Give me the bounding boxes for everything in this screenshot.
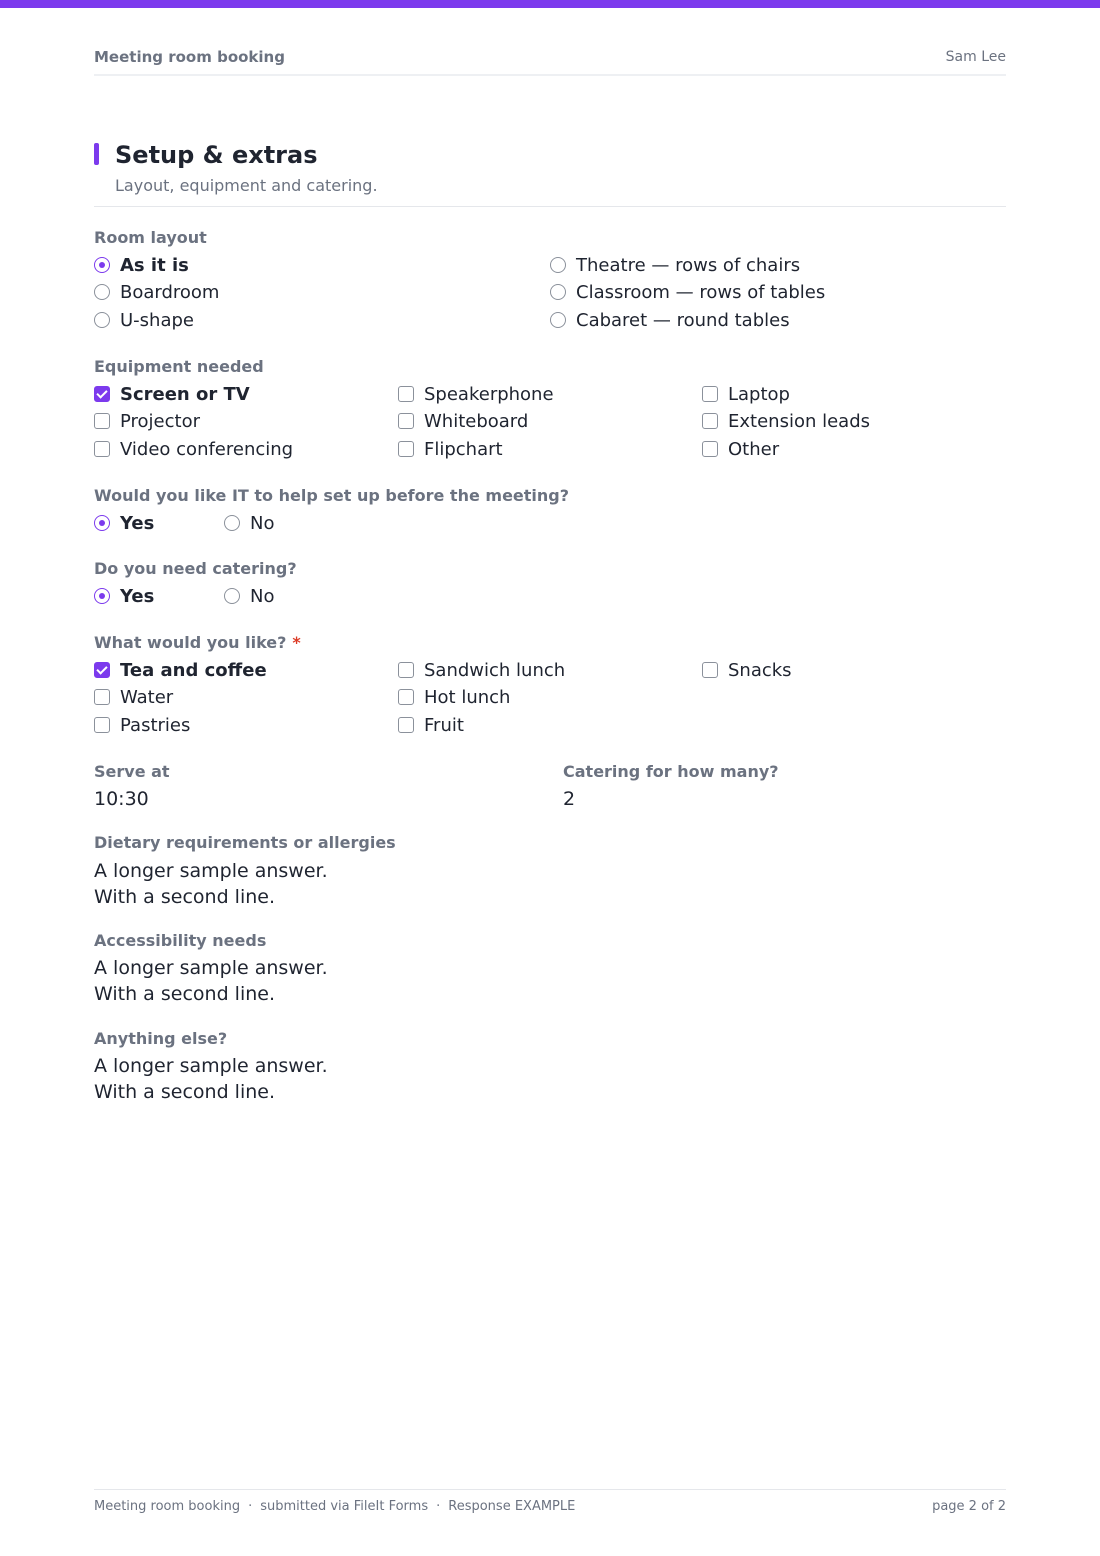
- dietary-label: Dietary requirements or allergies: [94, 833, 396, 852]
- equipment-option-flipchart[interactable]: Flipchart: [398, 437, 503, 461]
- equipment-option-speakerphone[interactable]: Speakerphone: [398, 382, 554, 406]
- radio-selected-icon: [94, 257, 110, 273]
- radio-icon: [550, 284, 566, 300]
- section-title: Setup & extras: [115, 141, 318, 169]
- accessibility-answer-line-1: A longer sample answer.: [94, 957, 328, 979]
- footer-separator: ·: [248, 1499, 253, 1514]
- footer-info: [94, 1499, 575, 1514]
- dietary-answer-line-2: With a second line.: [94, 886, 275, 908]
- checkbox-icon: [702, 441, 718, 457]
- catering-option-no[interactable]: No: [224, 584, 274, 608]
- room-layout-label: Room layout: [94, 228, 207, 247]
- catering-option-tea-and-coffee[interactable]: Tea and coffee: [94, 658, 267, 682]
- serve-at-label: Serve at: [94, 762, 170, 781]
- it-setup-label: Would you like IT to help set up before the meeting?: [94, 486, 570, 505]
- checkbox-icon: [398, 717, 414, 733]
- accessibility-answer-line-2: With a second line.: [94, 983, 275, 1005]
- anything-else-label: Anything else?: [94, 1029, 228, 1048]
- it-setup-option-no[interactable]: No: [224, 511, 274, 535]
- section-accent-marker: [94, 143, 99, 165]
- catering-option-sandwich-lunch[interactable]: Sandwich lunch: [398, 658, 565, 682]
- section-header: [94, 140, 1006, 207]
- catering-option-yes[interactable]: Yes: [94, 584, 154, 608]
- equipment-option-screen-or-tv[interactable]: Screen or TV: [94, 382, 250, 406]
- checkbox-icon: [94, 441, 110, 457]
- form-title: Meeting room booking: [94, 48, 285, 66]
- checkbox-icon: [94, 689, 110, 705]
- checkbox-icon: [702, 386, 718, 402]
- footer-separator: ·: [436, 1499, 441, 1514]
- catering-option-water[interactable]: Water: [94, 685, 173, 709]
- room-layout-option-cabaret[interactable]: Cabaret — round tables: [550, 308, 790, 332]
- top-accent-bar: [0, 0, 1100, 8]
- radio-icon: [550, 257, 566, 273]
- checkbox-icon: [398, 689, 414, 705]
- checkbox-checked-icon: [94, 662, 110, 678]
- catering-label: Do you need catering?: [94, 559, 297, 578]
- checkbox-icon: [702, 413, 718, 429]
- radio-icon: [224, 515, 240, 531]
- checkbox-icon: [398, 386, 414, 402]
- checkbox-icon: [94, 413, 110, 429]
- radio-icon: [94, 284, 110, 300]
- anything-else-answer-line-2: With a second line.: [94, 1081, 275, 1103]
- equipment-option-extension-leads[interactable]: Extension leads: [702, 409, 870, 433]
- equipment-option-laptop[interactable]: Laptop: [702, 382, 790, 406]
- catering-count-value: 2: [563, 788, 576, 810]
- required-marker: *: [292, 633, 301, 652]
- room-layout-option-u-shape[interactable]: U-shape: [94, 308, 194, 332]
- radio-icon: [224, 588, 240, 604]
- radio-selected-icon: [94, 515, 110, 531]
- equipment-option-other[interactable]: Other: [702, 437, 779, 461]
- catering-count-label: Catering for how many?: [563, 762, 779, 781]
- footer-submitted: submitted via FileIt Forms: [260, 1499, 429, 1514]
- checkbox-icon: [398, 662, 414, 678]
- catering-option-snacks[interactable]: Snacks: [702, 658, 792, 682]
- checkbox-icon: [398, 413, 414, 429]
- user-name: Sam Lee: [945, 49, 1006, 65]
- section-subtitle: Layout, equipment and catering.: [115, 176, 378, 195]
- dietary-answer-line-1: A longer sample answer.: [94, 860, 328, 882]
- radio-icon: [550, 312, 566, 328]
- footer-form-name: Meeting room booking: [94, 1499, 241, 1514]
- page-header: [94, 48, 1006, 76]
- room-layout-option-theatre[interactable]: Theatre — rows of chairs: [550, 253, 800, 277]
- radio-selected-icon: [94, 588, 110, 604]
- catering-items-label: [94, 633, 301, 653]
- it-setup-option-yes[interactable]: Yes: [94, 511, 154, 535]
- room-layout-option-classroom[interactable]: Classroom — rows of tables: [550, 280, 825, 304]
- equipment-option-projector[interactable]: Projector: [94, 409, 200, 433]
- equipment-option-video-conferencing[interactable]: Video conferencing: [94, 437, 293, 461]
- catering-items-label-text: What would you like?: [94, 633, 287, 652]
- room-layout-option-as-it-is[interactable]: As it is: [94, 253, 189, 277]
- catering-option-fruit[interactable]: Fruit: [398, 713, 464, 737]
- footer-response: Response EXAMPLE: [448, 1499, 576, 1514]
- checkbox-icon: [398, 441, 414, 457]
- checkbox-icon: [702, 662, 718, 678]
- equipment-option-whiteboard[interactable]: Whiteboard: [398, 409, 528, 433]
- radio-icon: [94, 312, 110, 328]
- catering-option-hot-lunch[interactable]: Hot lunch: [398, 685, 510, 709]
- checkbox-checked-icon: [94, 386, 110, 402]
- page-number: page 2 of 2: [932, 1499, 1006, 1514]
- serve-at-value: 10:30: [94, 788, 149, 810]
- room-layout-option-boardroom[interactable]: Boardroom: [94, 280, 219, 304]
- catering-option-pastries[interactable]: Pastries: [94, 713, 190, 737]
- page-footer: [94, 1489, 1006, 1519]
- accessibility-label: Accessibility needs: [94, 931, 267, 950]
- checkbox-icon: [94, 717, 110, 733]
- equipment-label: Equipment needed: [94, 357, 264, 376]
- anything-else-answer-line-1: A longer sample answer.: [94, 1055, 328, 1077]
